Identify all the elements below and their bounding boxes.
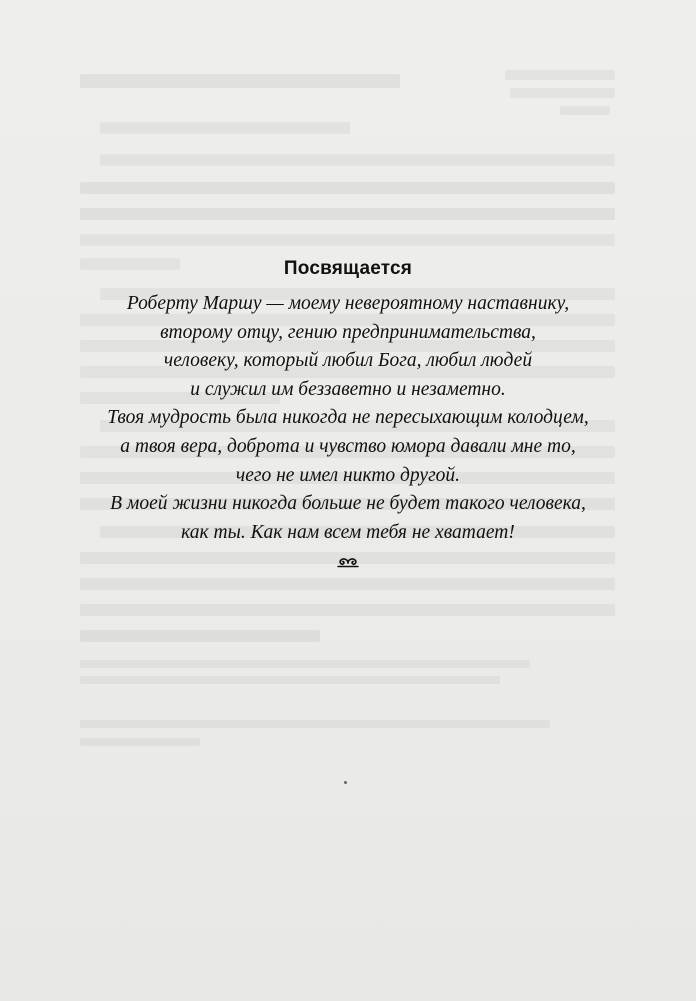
dedication-block	[60, 258, 636, 569]
dedication-line: чего не имел никто другой.	[235, 464, 461, 486]
dedication-line: человеку, который любил Бога, любил людей	[163, 350, 533, 372]
dedication-line: а твоя вера, доброта и чувство юмора давали мне то,	[120, 435, 576, 457]
swirl-ornament-icon	[60, 557, 636, 569]
dedication-line: Роберту Маршу — моему невероятному наставнику,	[126, 293, 570, 314]
dedication-line: В моей жизни никогда больше не будет такого человека,	[110, 493, 586, 515]
dedication-line: и служил им беззаветно и незаметно.	[190, 378, 506, 400]
page-dot	[344, 781, 347, 784]
dedication-line: как ты. Как нам всем тебя не хватает!	[181, 521, 515, 543]
dedication-line: Твоя мудрость была никогда не пересыхающим колодцем,	[107, 407, 589, 429]
dedication-title: Посвящается	[283, 258, 413, 279]
dedication-line: второму отцу, гению предпринимательства,	[160, 321, 536, 343]
